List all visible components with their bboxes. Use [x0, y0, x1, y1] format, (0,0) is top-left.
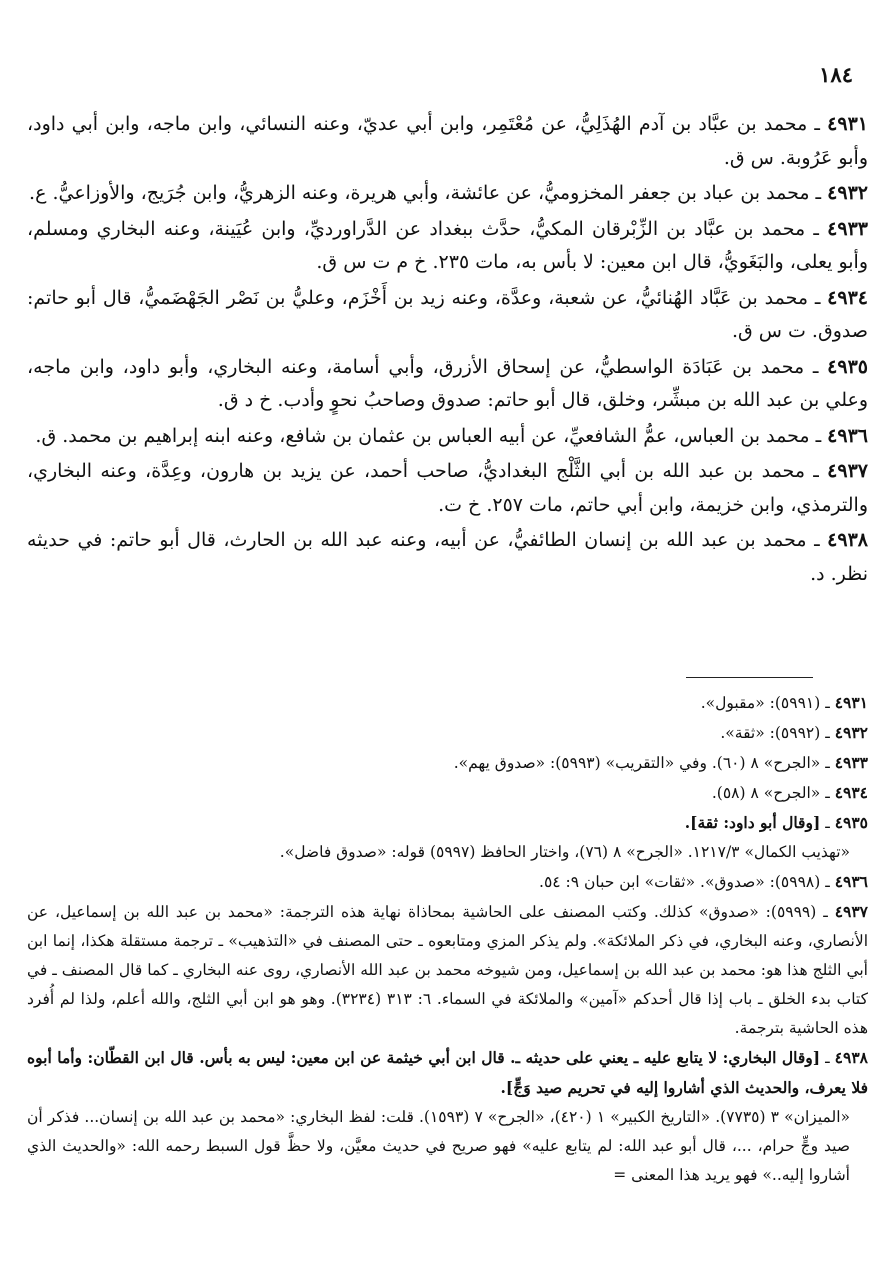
- main-text: [27, 108, 868, 593]
- note-4937: ٤٩٣٧ ـ (٥٩٩٩): «صدوق» كذلك. وكتب المصنف على الحاشية بمحاذاة نهاية هذه الترجمة: «محمد بن عبد الله بن إسماعيل، عن الأنصاري، وعنه البخاري، في ذكر الملائكة». ولم يذكر المزي ومتابعوه ـ حتى المصنف في «التذهيب» ـ ترجمة مستقلة هكذا، إنما ابن أبي الثلج هذا هو: محمد بن عبد الله بن إسماعيل، ومن شيوخه محمد بن عبد الله الأنصاري، روى عنه البخاري ـ كما قال المصنف ـ في كتاب بدء الخلق ـ باب إذا قال أحدكم «آمين» والملائكة في السماء. ٦: ٣١٣ (٣٢٣٤). وهو هو ابن أبي الثلج، والله أعلم، ولذا لم أُفرد هذه الحاشية بترجمة.: [27, 902, 868, 1037]
- note-4938-continued: «الميزان» ٣ (٧٧٣٥). «التاريخ الكبير» ١ (٤٢٠)، «الجرح» ٧ (١٥٩٣). قلت: لفظ البخاري: «محمد بن عبد الله بن إنسان... فذكر أن صيد وجٍّ حرام، ...، قال أبو عبد الله: لم يتابع عليه» فهو صريح في حديث معيَّن، ولا حظَّ قول السبط رحمه الله: «والحديث الذي أشاروا إليه..» فهو يريد هذا المعنى =: [27, 1108, 850, 1184]
- note-4933: ٤٩٣٣ ـ «الجرح» ٨ (٦٠). وفي «التقريب» (٥٩٩٣): «صدوق يهم».: [453, 753, 868, 772]
- entry-4938: ٤٩٣٨ ـ محمد بن عبد الله بن إنسان الطائفيُّ، عن أبيه، وعنه عبد الله بن الحارث، قال أبو حاتم: في حديثه نظر. د.: [27, 529, 868, 585]
- note-4932: ٤٩٣٢ ـ (٥٩٩٢): «ثقة».: [720, 723, 868, 742]
- entry-4935: ٤٩٣٥ ـ محمد بن عَبَادَة الواسطيُّ، عن إسحاق الأزرق، وأبي أسامة، وعنه البخاري، وأبو داود، وابن ماجه، وعلي بن عبد الله بن مبشِّر، وخلق، قال أبو حاتم: صدوق وصاحبُ نحوٍ وأدب. خ د ق.: [27, 355, 868, 411]
- entry-4937: ٤٩٣٧ ـ محمد بن عبد الله بن أبي الثَّلْج البغداديُّ، صاحب أحمد، عن يزيد بن هارون، وعِدَّة، وعنه البخاري، والترمذي، وابن خزيمة، وابن أبي حاتم، مات ٢٥٧. خ ت.: [27, 460, 868, 516]
- note-4935-continued: «تهذيب الكمال» ١٢١٧/٣. «الجرح» ٨ (٧٦)، واختار الحافظ (٥٩٩٧) قوله: «صدوق فاضل».: [279, 843, 850, 861]
- footnotes: [27, 688, 868, 1190]
- note-4931: ٤٩٣١ ـ (٥٩٩١): «مقبول».: [700, 693, 868, 712]
- note-4935: ٤٩٣٥ ـ [وقال أبو داود: ثقة].: [684, 813, 868, 832]
- entry-4933: ٤٩٣٣ ـ محمد بن عبَّاد بن الزِّبْرقان المكيُّ، حدَّث ببغداد عن الدَّراورديِّ، وابن عُيَينة، وعنه البخاري ومسلم، وأبو يعلى، والبَغَويُّ، قال ابن معين: لا بأس به، مات ٢٣٥. خ م ت س ق.: [27, 217, 868, 273]
- entry-4931: ٤٩٣١ ـ محمد بن عبَّاد بن آدم الهُذَلِيُّ، عن مُعْتَمِر، وابن أبي عديّ، وعنه النسائي، وابن ماجه، وابن أبي داود، وأبو عَرُوبة. س ق.: [27, 113, 868, 169]
- page-number: ١٨٤: [819, 62, 853, 87]
- entry-4932: ٤٩٣٢ ـ محمد بن عباد بن جعفر المخزوميُّ، عن عائشة، وأبي هريرة، وعنه الزهريُّ، وابن جُرَيج، والأوزاعيُّ. ع.: [29, 182, 868, 204]
- entry-4936: ٤٩٣٦ ـ محمد بن العباس، عمُّ الشافعيِّ، عن أبيه العباس بن عثمان بن شافع، وعنه ابنه إبراهيم بن محمد. ق.: [35, 424, 868, 447]
- note-4934: ٤٩٣٤ ـ «الجرح» ٨ (٥٨).: [711, 783, 868, 802]
- footnote-divider: [686, 677, 813, 678]
- note-4938: ٤٩٣٨ ـ [وقال البخاري: لا يتابع عليه ـ يعني على حديثه ـ. قال ابن أبي خيثمة عن ابن معين: ليس به بأس. قال ابن القطّان: وأما أبوه فلا يعرف، والحديث الذي أشاروا إليه في تحريم صيد وَجٍّ].: [27, 1048, 868, 1097]
- entry-4934: ٤٩٣٤ ـ محمد بن عَبَّاد الهُنائيُّ، عن شعبة، وعدَّة، وعنه زيد بن أَخْزَم، وعليُّ بن نَصْر الجَهْضَميُّ، قال أبو حاتم: صدوق. ت س ق.: [27, 286, 868, 342]
- note-4936: ٤٩٣٦ ـ (٥٩٩٨): «صدوق». «ثقات» ابن حبان ٩: ٥٤.: [539, 872, 868, 891]
